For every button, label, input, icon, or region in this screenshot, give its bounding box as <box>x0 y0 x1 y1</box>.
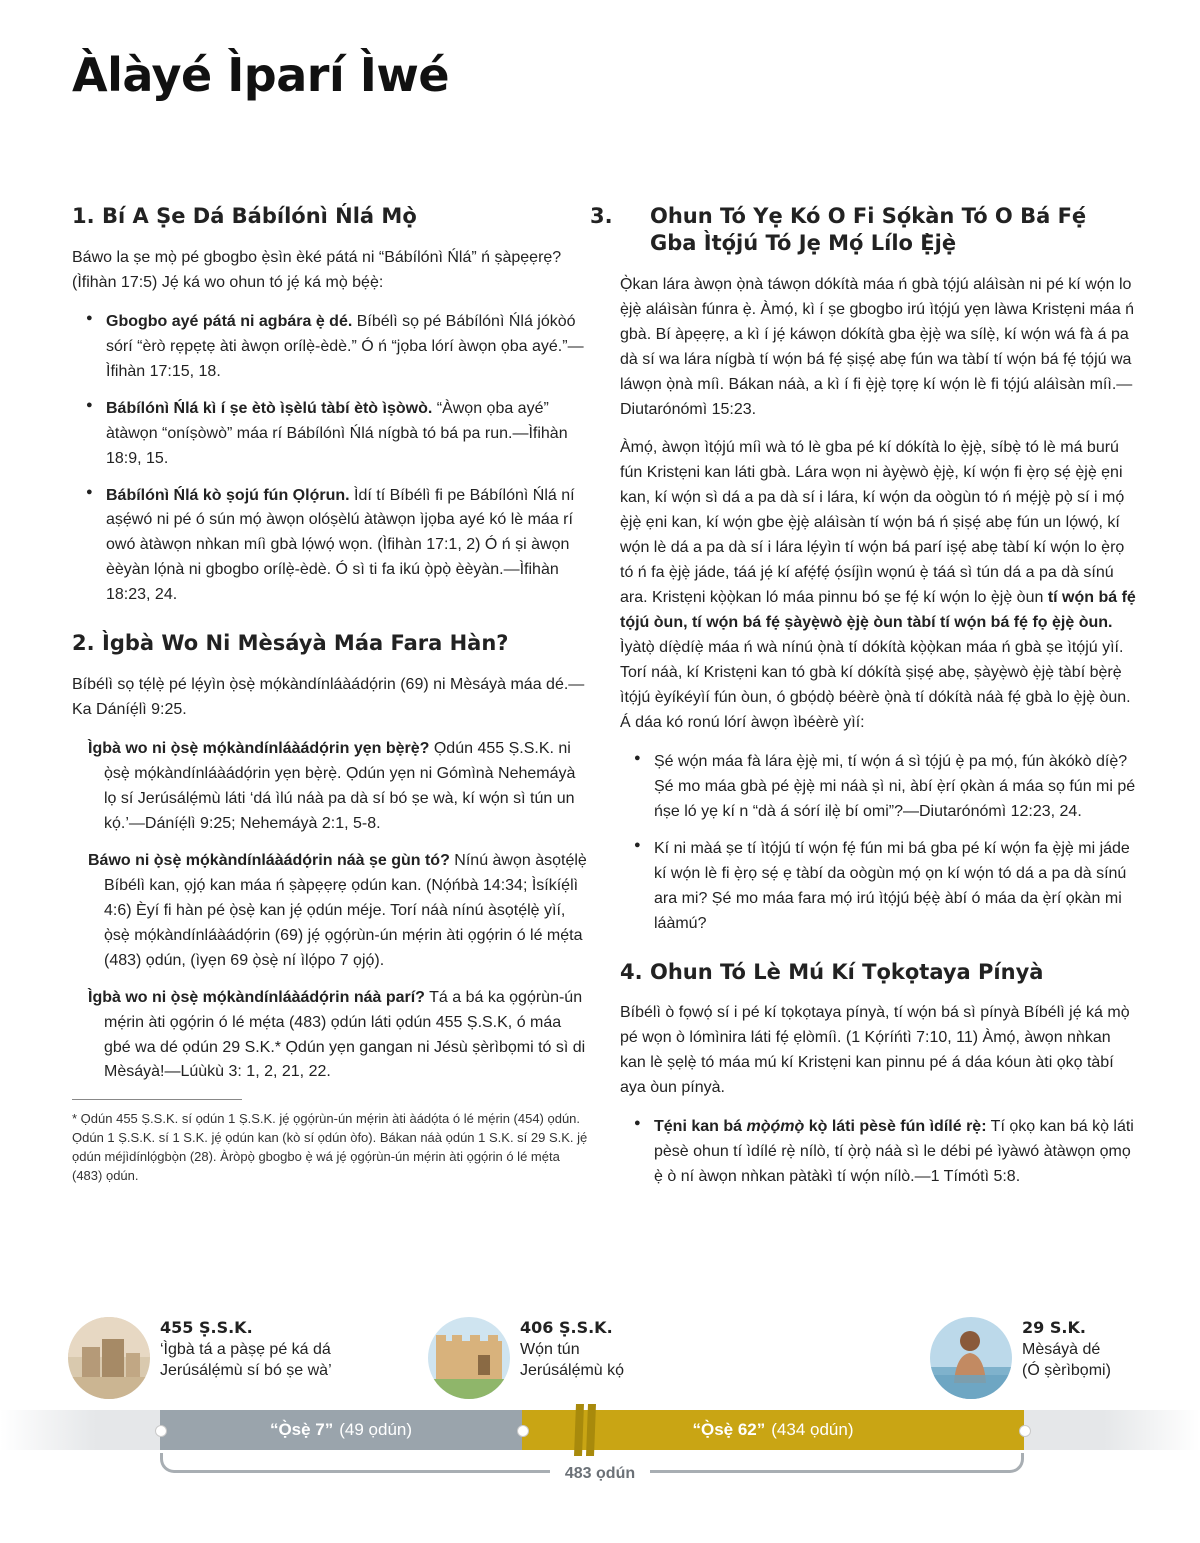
right-column <box>590 203 1138 1212</box>
timeline-event-406: 406 Ṣ.S.K. Wọ́n tún Jerúsálẹ́mù kọ́ <box>520 1318 625 1380</box>
section-1-bullets <box>72 310 592 608</box>
section-3-bullets <box>620 750 1138 937</box>
list-item: ● Kí ni màá ṣe tí ìtọ́jú tí wọ́n fẹ́ fún mi bá gba pé kí wọ́n fa ẹ̀jẹ̀ mi jáde kí wọ́n lè fi ẹ̀rọ sẹ́ ẹ tàbí da oògùn mọ́ ọn kí wọ́n tó dá a pa dà sínú ara mi? Ṣé mo máa fara mọ́ irú ìtọ́jú bẹ́ẹ̀ àbí ó máa da ẹ̀rí ọkàn mi láàmú? <box>620 837 1138 937</box>
section-3 <box>590 203 1138 937</box>
left-column <box>72 203 592 1207</box>
section-2-intro: Bíbélì sọ tẹ́lẹ̀ pé lẹ́yìn ọ̀sẹ̀ mọ́kàndínláàádọ́rin (69) ni Mèsáyà máa dé.—Ka Dáníẹ́lì 9:25. <box>72 676 585 719</box>
section-4-paragraph: Bíbélì ò fọwọ́ sí i pé kí tọkọtaya pínyà, tí wọ́n bá sì pínyà Bíbélì jẹ́ ká mọ̀ pé wọn ò lómìnira láti fẹ́ ẹlòmíì. (1 Kọ́ríńtì 7:10, 11) Àmọ́, àwọn nǹkan kan lè ṣẹlẹ̀ tó máa mú kí Kristẹni kan pinnu pé á dáa kóun àti ọkọ tàbí aya òun pínyà. <box>620 1004 1130 1097</box>
page-title: Àlàyé Ìparí Ìwé <box>72 48 450 102</box>
list-item: ● Ṣé wọ́n máa fà lára ẹ̀jẹ̀ mi, tí wọ́n á sì tọ́jú ẹ̀ pa mọ́, fún àkókò díẹ̀? Ṣé mo máa gbà pé ẹ̀jẹ̀ mi náà ṣì ni, àbí ẹ̀rí ọkàn á máa sọ fún mi pé ńṣe ló yẹ kí n “dà á sórí ilẹ̀ bí omi”?—Diutarónómì 12:23, 24. <box>620 750 1138 825</box>
section-3-paragraph-2: Àmọ́, àwọn ìtọ́jú míì wà tó lè gba pé kí dókítà lo ẹ̀jẹ̀, síbẹ̀ tó lè má burú fún Kristẹni kan láti gbà. Lára wọn ni àyẹ̀wò ẹ̀jẹ̀, kí wọ́n fi ẹ̀rọ sẹ́ ẹ̀jẹ̀ ẹni kan, kí wọ́n sì dá a pa dà sí i lára, kí wọ́n da oògùn tó ń mẹ́jẹ̀ pọ̀ sí i mọ́ ẹ̀jẹ̀ ẹni kan, kí wọ́n gbe ẹ̀jẹ̀ aláìsàn tí wọ́n bá ń ṣiṣẹ́ abẹ fún un lọ́wọ́, kí wọ́n lè dá a pa dà sí i lára lẹ́yìn tí wọ́n bá parí iṣẹ́ abẹ tàbí kí wọ́n lo ẹ̀rọ tó ń fa ẹ̀jẹ̀ jáde, táá jẹ́ kí afẹ́fẹ́ ọ́síjìn wọnú ẹ̀ táá sì tún dá a pa dà sínú ara. Kristẹni kọ̀ọ̀kan ló máa pinnu bó ṣe fẹ́ kí wọ́n lo ẹ̀jẹ̀ òun tí wọ́n bá fẹ́ tọ́jú òun, tí wọ́n bá fẹ́ ṣàyẹ̀wò ẹ̀jẹ̀ òun tàbí tí wọ́n bá fẹ́ fọ ẹ̀jẹ̀ òun. Ìyàtọ̀ díẹ̀díẹ̀ máa ń wà nínú ọ̀nà tí dókítà kọ̀ọ̀kan máa ń gbà ṣe ìtọ́jú yìí. Torí náà, kí Kristẹni kan tó gbà kí dókítà ṣiṣẹ́ abẹ, ṣàyẹ̀wò ẹ̀jẹ̀ tàbí bẹ̀rẹ̀ ìtọ́jú èyíkéyìí fún òun, ó gbọ́dọ̀ béèrè ọ̀nà tí dókítà náà fẹ́ gbà lo ẹ̀jẹ̀ òun. Á dáa kó ronú lórí àwọn ìbéèrè yìí: <box>620 439 1136 731</box>
section-4-bullets <box>620 1115 1138 1190</box>
section-1-intro: Báwo la ṣe mọ̀ pé gbogbo ẹ̀sìn èké pátá ni “Bábílónì Ńlá” ń ṣàpẹẹrẹ? (Ìfihàn 17:5) Jẹ́ ká wo ohun tó jẹ́ ká mọ̀ bẹ́ẹ̀: <box>72 248 562 291</box>
section-3-paragraph-1: Ọ̀kan lára àwọn ọ̀nà táwọn dókítà máa ń gbà tọ́jú aláìsàn ni pé kí wọ́n lo ẹ̀jẹ̀ aláìsàn fúnra ẹ̀. Àmọ́, kì í ṣe gbogbo irú ìtọ́jú yẹn làwa Kristẹni máa ń gbà. Bí àpẹẹrẹ, a kì í jẹ́ káwọn dókítà gba ẹ̀jẹ̀ wa sílẹ̀, kí wọ́n wá fà á pa dà sí wa lára nígbà tí wọ́n bá fẹ́ ṣiṣẹ́ abẹ fún wa tàbí tí wọ́n bá fẹ́ tọ́jú wa láwọn ọ̀nà míì. Bákan náà, a kì í fi ẹ̀jẹ̀ tọrẹ kí wọ́n lè fi tọ́jú aláìsàn míì.—Diutarónómì 15:23. <box>620 275 1135 418</box>
total-span-label: 483 ọdún <box>550 1465 650 1483</box>
timeline <box>0 1305 1200 1515</box>
baptism-image <box>930 1317 1012 1399</box>
section-3-heading: 3. Ohun Tó Yẹ Kó O Fi Sọ́kàn Tó O Bá Fẹ́ Gba Ìtọ́jú Tó Jẹ Mọ́ Lílo Ẹ̀jẹ̀ <box>590 204 1087 255</box>
section-2 <box>72 630 592 1185</box>
list-item: ● Gbogbo ayé pátá ni agbára ẹ̀ dé. Bíbélì sọ pé Bábílónì Ńlá jókòó sórí “èrò rẹpẹtẹ àti àwọn orílẹ̀-èdè.” Ó ń “jọba lórí àwọn ọba ayé.”—Ìfihàn 17:15, 18. <box>72 310 592 385</box>
seven-weeks-segment: “Ọ̀sẹ̀ 7” (49 ọdún) <box>160 1410 522 1450</box>
ruined-city-image <box>68 1317 150 1399</box>
section-4-heading: 4. Ohun Tó Lè Mú Kí Tọkọtaya Pínyà <box>620 959 1044 984</box>
qa-item: Ìgbà wo ni ọ̀sẹ̀ mọ́kàndínláàádọ́rin yẹn bẹ̀rẹ̀? Ọdún 455 Ṣ.S.K. ni ọ̀sẹ̀ mọ́kàndínláàádọ́rin yẹn bẹ̀rẹ̀. Ọdún yẹn ni Gómìnà Nehemáyà lọ sí Jerúsálẹ́mù láti ‘dá ìlú náà pa dà sí bó ṣe wà, kí wọ́n sì tún un kọ́.’—Dáníẹ́lì 9:25; Nehemáyà 2:1, 5-8. <box>88 740 576 832</box>
list-item: ● Bábílónì Ńlá kì í ṣe ètò ìṣèlú tàbí ètò ìṣòwò. “Àwọn ọba ayé” àtàwọn “oníṣòwò” máa rí Bábílónì Ńlá nígbà tó bá pa run.—Ìfihàn 18:9, 15. <box>72 397 592 472</box>
section-2-heading: 2. Ìgbà Wo Ni Mèsáyà Máa Fara Hàn? <box>72 631 509 656</box>
section-1-heading: 1. Bí A Ṣe Dá Bábílónì Ńlá Mọ̀ <box>72 204 417 228</box>
timeline-event-29: 29 S.K. Mèsáyà dé (Ó ṣèrìbọmi) <box>1022 1318 1111 1380</box>
timeline-point-455 <box>155 1425 167 1437</box>
timeline-point-406 <box>517 1425 529 1437</box>
footnote: * Ọdún 455 Ṣ.S.K. sí ọdún 1 Ṣ.S.K. jẹ́ ọgọ́rùn-ún mẹ́rin àti àádọ́ta ó lé mẹ́rin (454) ọdún. Ọdún 1 Ṣ.S.K. sí 1 S.K. jẹ́ ọdún kan (kò sí ọdún òfo). Bákan náà ọdún 1 S.K. sí 29 S.K. jẹ́ ọdún méjìdínlọ́gbọ̀n (28). Àròpọ̀ gbogbo ẹ̀ wá jẹ́ ọgọ́rùn-ún mẹ́rin àti ọgọ́rin ó lé mẹ́ta (483) ọdún. <box>72 1111 588 1183</box>
timeline-event-455: 455 Ṣ.S.K. ‘Ìgbà tá a pàṣẹ pé ká dá Jerúsálẹ́mù sí bó ṣe wà’ <box>160 1318 332 1380</box>
rebuilt-city-wall-image <box>428 1317 510 1399</box>
section-1 <box>72 203 592 608</box>
list-item: ● Tẹ́ni kan bá mọ̀ọ́mọ̀ kọ̀ láti pèsè fún ìdílé rẹ̀: Tí ọkọ kan bá kọ̀ láti pèsè ohun tí ìdílé rẹ̀ nílò, tí ọ̀rọ̀ náà sì le débi pé ìyàwó àtàwọn ọmọ ẹ̀ ò ní àwọn nǹkan pàtàkì tí wọ́n nílò.—1 Tímótì 5:8. <box>620 1115 1138 1190</box>
time-break-icon <box>574 1404 598 1456</box>
sixty-two-weeks-segment: “Ọ̀sẹ̀ 62” (434 ọdún) <box>522 1410 1024 1450</box>
list-item: ● Bábílónì Ńlá kò ṣojú fún Ọlọ́run. Ìdí tí Bíbélì fi pe Bábílónì Ńlá ní aṣẹ́wó ni pé ó sún mọ́ àwọn olóṣèlú àtàwọn ìjọba ayé kó lè máa rí owó àtàwọn nǹkan míì gbà lọ́wọ́ wọn. (Ìfihàn 17:1, 2) Ó ń ṣi àwọn èèyàn lọ́nà ni gbogbo orílẹ̀-èdè. Ó sì ti fa ikú ọ̀pọ̀ èèyàn.—Ìfihàn 18:23, 24. <box>72 484 592 609</box>
section-4 <box>620 959 1138 1191</box>
footnote-divider <box>72 1099 242 1100</box>
qa-item: Báwo ni ọ̀sẹ̀ mọ́kàndínláàádọ́rin náà ṣe gùn tó? Nínú àwọn àsọtẹ́lẹ̀ Bíbélì kan, ọjọ́ kan máa ń ṣàpẹẹrẹ ọdún kan. (Nọ́ńbà 14:34; Ìsíkíẹ́lì 4:6) Èyí fi hàn pé ọ̀sẹ̀ kan jẹ́ ọdún méje. Torí náà nínú àsọtẹ́lẹ̀ yìí, ọ̀sẹ̀ mọ́kàndínláàádọ́rin (69) jẹ́ ọgọ́rùn-ún mẹ́rin àti ọgọ́rin ó lé mẹ́ta (483) ọdún, (ìyẹn 69 ọ̀sẹ̀ ní ìlọ́po 7 ọjọ́). <box>88 851 587 969</box>
timeline-point-29 <box>1019 1425 1031 1437</box>
qa-item: Ìgbà wo ni ọ̀sẹ̀ mọ́kàndínláàádọ́rin náà parí? Tá a bá ka ọgọ́rùn-ún mẹ́rin àti ọgọ́rin ó lé mẹ́ta (483) ọdún láti ọdún 455 Ṣ.S.K, ó máa gbé wa dé ọdún 29 S.K.* Ọdún yẹn gangan ni Jésù ṣèrìbọmi tó sì di Mèsáyà!—Lúùkù 3: 1, 2, 21, 22. <box>88 988 586 1081</box>
